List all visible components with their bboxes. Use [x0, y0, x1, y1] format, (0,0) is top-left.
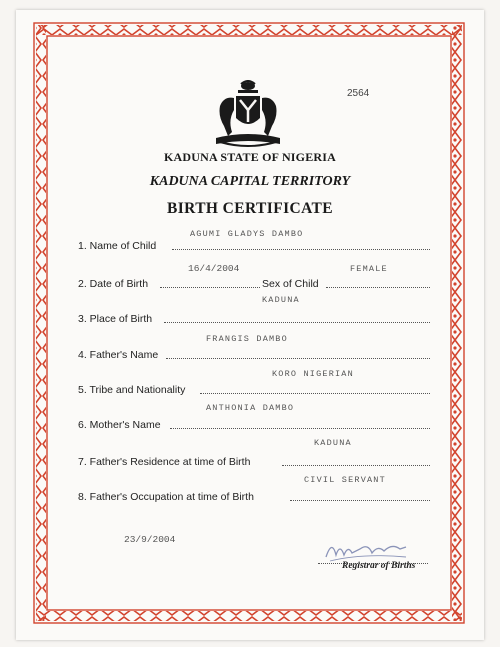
territory-name: KADUNA CAPITAL TERRITORY: [149, 174, 351, 189]
name-of-child-value: AGUMI GLADYS DAMBO: [190, 229, 304, 239]
certificate-title: BIRTH CERTIFICATE: [166, 200, 334, 217]
fathers-name-value: FRANGIS DAMBO: [206, 334, 288, 344]
place-of-birth-label: 3. Place of Birth: [78, 313, 153, 325]
name-of-child-line: [172, 249, 430, 250]
place-of-birth-value: KADUNA: [262, 295, 300, 305]
fathers-residence-value: KADUNA: [314, 438, 352, 448]
fathers-occupation-value: CIVIL SERVANT: [304, 475, 386, 485]
fathers-name-label: 4. Father's Name: [78, 349, 159, 361]
fathers-occupation-line: [290, 500, 430, 501]
serial-number: 2564: [347, 88, 370, 99]
mothers-name-value: ANTHONIA DAMBO: [206, 403, 295, 413]
date-of-birth-value: 16/4/2004: [188, 263, 240, 274]
registrar-label: Registrar of Births: [342, 561, 416, 571]
issue-date: 23/9/2004: [124, 534, 176, 545]
sex-of-child-label: Sex of Child: [262, 278, 319, 290]
mothers-name-line: [170, 428, 430, 429]
date-of-birth-label: 2. Date of Birth: [78, 278, 149, 290]
coat-of-arms-icon: [210, 80, 286, 150]
fathers-occupation-label: 8. Father's Occupation at time of Birth: [78, 491, 254, 503]
fathers-name-line: [166, 358, 430, 359]
sex-of-child-line: [326, 287, 430, 288]
tribe-nationality-line: [200, 393, 430, 394]
date-of-birth-line: [160, 287, 260, 288]
tribe-nationality-label: 5. Tribe and Nationality: [78, 384, 186, 396]
name-of-child-label: 1. Name of Child: [78, 240, 157, 252]
state-name: KADUNA STATE OF NIGERIA: [163, 150, 337, 164]
tribe-nationality-value: KORO NIGERIAN: [272, 369, 354, 379]
sex-of-child-value: FEMALE: [350, 264, 388, 274]
mothers-name-label: 6. Mother's Name: [78, 419, 161, 431]
fathers-residence-line: [282, 465, 430, 466]
place-of-birth-line: [164, 322, 430, 323]
fathers-residence-label: 7. Father's Residence at time of Birth: [78, 456, 251, 468]
